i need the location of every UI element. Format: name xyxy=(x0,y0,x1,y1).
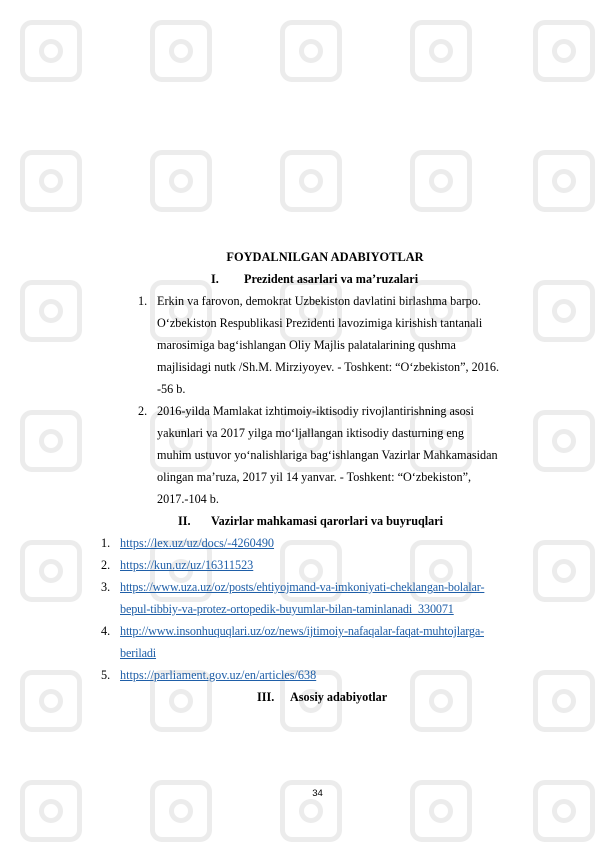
reference-number: 2. xyxy=(101,558,111,572)
section-title: Asosiy adabiyotlar xyxy=(290,690,388,704)
reference-link-continued[interactable]: bepul-tibbiy-va-protez-ortopedik-buyumlar-bilan-taminlanadi_330071 xyxy=(120,602,454,616)
section-heading-main-literature xyxy=(257,686,387,708)
reference-link[interactable]: https://kun.uz/uz/16311523 xyxy=(120,558,254,572)
page-number: 34 xyxy=(312,788,323,799)
reference-line: 2016-yilda Mamlakat izhtimoiy-iktisodiy rivojlantirishning asosi xyxy=(157,404,474,418)
reference-line: Erkin va farovon, demokrat Uzbekiston davlatini birlashma barpo. xyxy=(157,294,481,308)
reference-number: 3. xyxy=(101,580,111,594)
section-title: Vazirlar mahkamasi qarorlari va buyruqlari xyxy=(211,514,444,528)
reference-number: 4. xyxy=(101,624,111,638)
reference-line: O‘zbekiston Respublikasi Prezidenti lavozimiga kirishish tantanali xyxy=(157,316,483,330)
reference-line: marosimiga bag‘ishlangan Oliy Majlis palatalarining qushma xyxy=(157,338,456,352)
reference-line: majlisidagi nutk /Sh.M. Mirziyoyev. - Toshkent: “O‘zbekiston”, 2016. xyxy=(157,360,500,374)
reference-link[interactable]: https://lex.uz/uz/docs/-4260490 xyxy=(120,536,275,550)
reference-number: 1. xyxy=(101,536,111,550)
reference-link[interactable]: https://parliament.gov.uz/en/articles/638 xyxy=(120,668,317,682)
section-numeral: III. xyxy=(257,690,275,704)
reference-link[interactable]: http://www.insonhuquqlari.uz/oz/news/ijtimoiy-nafaqalar-faqat-muhtojlarga- xyxy=(120,624,484,638)
section-heading-decrees xyxy=(178,510,443,532)
reference-number: 2. xyxy=(138,404,148,418)
section-heading-presidential xyxy=(211,268,418,290)
reference-link[interactable]: https://www.uza.uz/oz/posts/ehtiyojmand-va-imkoniyati-cheklangan-bolalar- xyxy=(120,580,485,594)
reference-link-continued[interactable]: beriladi xyxy=(120,646,157,660)
reference-line: muhim ustuvor yo‘nalishlariga bag‘ishlangan Vazirlar Mahkamasidan xyxy=(157,448,498,462)
reference-number: 5. xyxy=(101,668,111,682)
section-title: Prezident asarlari va ma’ruzalari xyxy=(244,272,419,286)
reference-number: 1. xyxy=(138,294,148,308)
page-title: FOYDALNILGAN ADABIYOTLAR xyxy=(226,250,424,264)
reference-line: 2017.-104 b. xyxy=(157,492,219,506)
reference-line: -56 b. xyxy=(157,382,186,396)
reference-line: yakunlari va 2017 yilga mo‘ljallangan iktisodiy dasturning eng xyxy=(157,426,464,440)
reference-line: olingan ma’ruza, 2017 yil 14 yanvar. - Toshkent: “O‘zbekiston”, xyxy=(157,470,472,484)
section-numeral: I. xyxy=(211,272,219,286)
section-numeral: II. xyxy=(178,514,191,528)
